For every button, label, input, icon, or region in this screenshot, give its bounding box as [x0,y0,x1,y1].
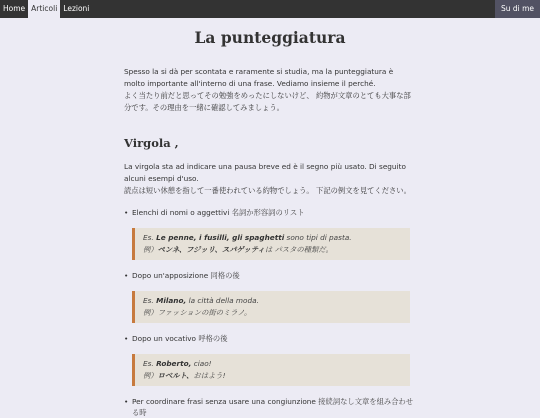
item-label-it: Per coordinare frasi senza usare una congiunzione [132,397,316,406]
list-item [124,207,416,218]
intro-italian: Spesso la si dà per scontata e raramente si studia, ma la punteggiatura è molto importante all'interno di una frase. Vediamo insieme il perché. [124,67,394,88]
item-label-jp: 接続詞なし文章を組み合わせる時 [132,397,414,417]
usage-list [124,207,416,418]
example-italian: Es. Le penne, i fusilli, gli spaghetti sono tipi di pasta. [143,233,352,242]
nav-home[interactable]: Home [3,4,26,13]
list-item [124,270,416,281]
nav-su-di-me[interactable]: Su di me [495,0,540,18]
example-box [132,354,410,386]
section-heading: Virgola , [124,136,179,150]
section-desc-japanese: 読点は短い休憩を指して一番使われている約物でしょう。 下記の例文を見てください。 [124,186,411,195]
example-box [132,291,410,323]
item-label-it: Dopo un'apposizione [132,271,209,280]
section-desc-italian: La virgola sta ad indicare una pausa breve ed è il segno più usato. Di seguito alcuni esempi d'uso. [124,162,406,183]
page-title: La punteggiatura [194,28,346,47]
bullet-icon: • [124,334,129,343]
example-italian: Es. Roberto, ciao! [143,359,212,368]
item-label-jp: 名詞か形容詞のリスト [231,208,305,217]
list-item [124,396,416,418]
nav-links [0,0,92,18]
item-label-jp: 呼格の後 [198,334,228,343]
example-italian: Es. Milano, la città della moda. [143,296,259,305]
top-nav-bar [0,0,540,18]
item-label-it: Elenchi di nomi o aggettivi [132,208,230,217]
item-label-jp: 同格の後 [210,271,240,280]
intro-japanese: よく当たり前だと思ってその勉強をめったにしないけど、 約物が文章のとても大事な部分です。その理由を一緒に確認してみましょう。 [124,91,411,112]
bullet-icon: • [124,271,129,280]
bullet-icon: • [124,397,129,406]
bullet-icon: • [124,208,129,217]
list-item [124,333,416,344]
nav-articoli[interactable]: Articoli [28,0,60,18]
example-box [132,228,410,260]
item-label-it: Dopo un vocativo [132,334,197,343]
example-japanese: 例）ペンネ、フジッリ、スパゲッティは パスタの種類だ。 [143,245,333,254]
article-body [124,66,416,418]
example-japanese: 例）ファッションの街のミラノ。 [143,308,252,317]
nav-lezioni[interactable]: Lezioni [63,4,90,13]
example-japanese: 例）ロベルト、おはよう! [143,371,226,380]
